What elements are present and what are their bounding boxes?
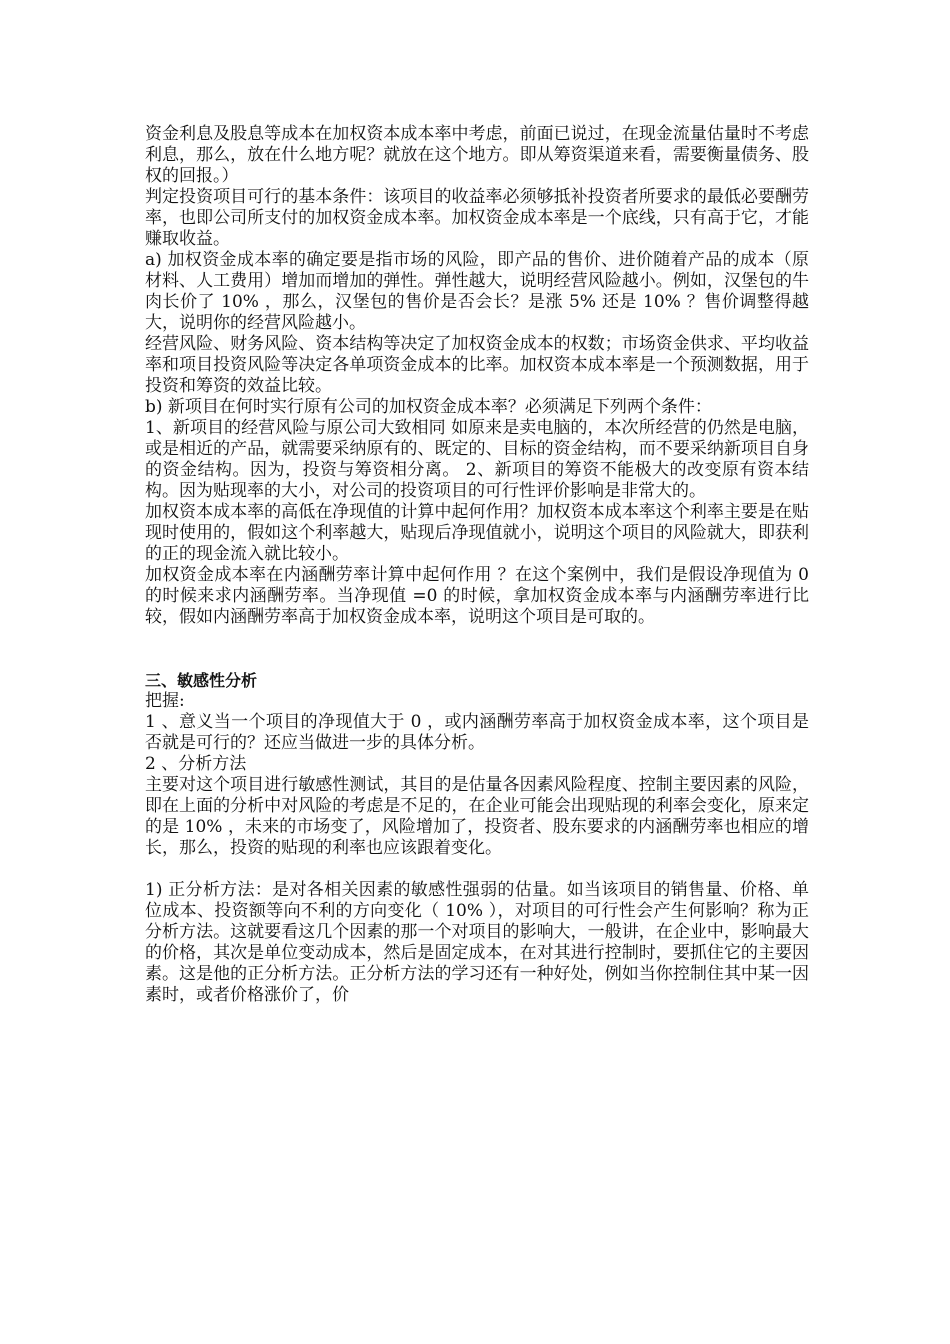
paragraph-npv-role: 加权资本成本率的高低在净现值的计算中起何作用？加权资本成本率这个利率主要是在贴现时使用的，假如这个利率越大，贴现后净现值就小，说明这个项目的风险就大，即获利的正的现金流入就比较小。 xyxy=(145,502,809,564)
paragraph-funding-interest: 资金利息及股息等成本在加权资本成本率中考虑，前面已说过，在现金流量估量时不考虑利息，那么，放在什么地方呢？就放在这个地方。即从筹资渠道来看，需要衡量债务、股权的回报。） xyxy=(145,124,809,186)
section-spacer xyxy=(145,628,809,670)
paragraph-grasp: 把握: xyxy=(145,691,185,711)
paragraph-point-a: a) 加权资金成本率的确定要是指市场的风险，即产品的售价、进价随着产品的成本（原材料、人工费用）增加而增加的弹性。弹性越大，说明经营风险越小。例如，汉堡包的牛肉长价了 10% ，那么，汉堡包的售价是否会长？是涨 5% 还是 10% ？售价调整得越大，说明你的经营风险越小。 xyxy=(145,250,809,333)
paragraph-method-title: 2 、分析方法 xyxy=(145,754,247,774)
section-heading-sensitivity: 三、敏感性分析 xyxy=(145,671,258,690)
paragraph-positive-analysis: 1) 正分析方法：是对各相关因素的敏感性强弱的估量。如当该项目的销售量、价格、单位成本、投资额等向不利的方向变化（ 10% ），对项目的可行性会产生何影响？称为正分析方法。这就要看这几个因素的那一个对项目的影响大，一般讲，在企业中，影响最大的价格，其次是单位变动成本，然后是固定成本，在对其进行控制时，要抓住它的主要因素。这是他的正分析方法。正分析方法的学习还有一种好处，例如当你控制住其中某一因素时，或者价格涨价了，价 xyxy=(145,880,809,1005)
document-page xyxy=(145,124,809,1006)
paragraph-two-conditions: 1、新项目的经营风险与原公司大致相同 如原来是卖电脑的，本次所经营的仍然是电脑，或是相近的产品，就需要采纳原有的、既定的、目标的资金结构，而不要采纳新项目自身的资金结构。因为，投资与筹资相分离。 2、新项目的筹资不能极大的改变原有资本结构。因为贴现率的大小，对公司的投资项目的可行性评价影响是非常大的。 xyxy=(145,418,809,501)
paragraph-point-b: b) 新项目在何时实行原有公司的加权资金成本率？必须满足下列两个条件： xyxy=(145,397,712,417)
paragraph-method-body: 主要对这个项目进行敏感性测试，其目的是估量各因素风险程度、控制主要因素的风险，即在上面的分析中对风险的考虑是不足的，在企业可能会出现贴现的利率会变化，原来定的是 10% ，未来的市场变了，风险增加了，投资者、股东要求的内涵酬劳率也相应的增长，那么，投资的贴现的利率也应该跟着变化。 xyxy=(145,775,809,858)
paragraph-feasibility-condition: 判定投资项目可行的基本条件：该项目的收益率必须够抵补投资者所要求的最低必要酬劳率，也即公司所支付的加权资金成本率。加权资金成本率是一个底线，只有高于它，才能赚取收益。 xyxy=(145,187,809,249)
paragraph-spacer xyxy=(145,859,809,880)
paragraph-meaning: 1 、意义当一个项目的净现值大于 0 ，或内涵酬劳率高于加权资金成本率，这个项目是否就是可行的？还应当做进一步的具体分析。 xyxy=(145,712,809,753)
paragraph-risk-weights: 经营风险、财务风险、资本结构等决定了加权资金成本的权数；市场资金供求、平均收益率和项目投资风险等决定各单项资金成本的比率。加权资本成本率是一个预测数据，用于投资和筹资的效益比较。 xyxy=(145,334,809,396)
paragraph-irr-role: 加权资金成本率在内涵酬劳率计算中起何作用 ？在这个案例中，我们是假设净现值为 0 的时候来求内涵酬劳率。当净现值 =0 的时候，拿加权资金成本率与内涵酬劳率进行比较，假如内涵酬劳率高于加权资金成本率，说明这个项目是可取的。 xyxy=(145,565,809,627)
